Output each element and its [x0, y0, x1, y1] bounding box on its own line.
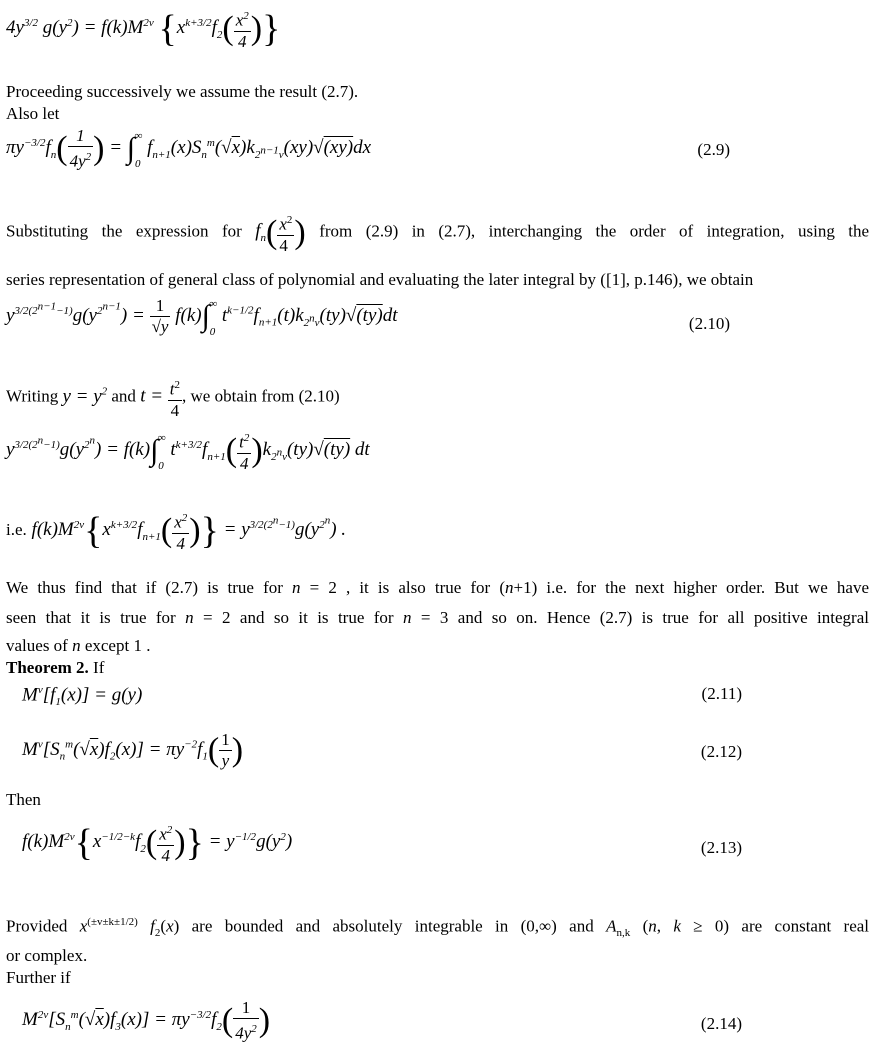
text-line: We thus find that if (2.7) is true for n = 2 , it is also true for (n+1) i.e. for the next higher order. But we have	[6, 578, 869, 597]
text-line: values of n except 1 .	[6, 636, 151, 655]
equation-top: $4y^{3/2}$ $g(y^2) = f(k)M^{2v}$ {$x^{k+3/2}f_2$( $\frac{x^2}{4}$ )}	[6, 7, 281, 51]
equation-2-14: $M^{2v}[S_n^m(√x)f_3(x)] = \pi y^{-3/2}f_2$( $\frac{1}{4y^2}$ ) (2.14)	[22, 998, 742, 1043]
equation-2-12: $M^v[S_n^m(√x)f_2(x)] = \pi y^{-2}f_1$( $\frac{1}{y}$ ) (2.12)	[22, 730, 742, 770]
equation-2-13: $f(k)M^{2v}\{x^{-1/2-k}f_2$( $\frac{x^2}{4}$ )} = $y^{-1/2}g(y^2)$ (2.13)	[22, 821, 742, 865]
text-line: Provided $x^{(\pm v\pm k\pm 1/2)}$ $f_2(x)$ are bounded and absolutely integrable in (0,∞) and $A_{n,k}$ (n, k ≥ 0) are constant real	[6, 916, 870, 940]
equation-number: (2.9)	[697, 140, 730, 159]
equation-2-10: $y^{3/2(2^{n-1}-1)}g(y^{2^{n-1}})$ = $\frac{1}{√y}$ $f(k)\int_0^\infty$ $t^{k-1/2}f_{n+1}(t)k_{2^nv}(ty)√(ty)dt$ (2.10)	[6, 296, 730, 338]
equation-number: (2.12)	[700, 742, 742, 761]
text-line: series representation of general class of polynomial and evaluating the later integral by ([1], p.146), we obtain	[6, 270, 754, 289]
text-line: Then	[6, 790, 41, 809]
text-line: Writing $y = y^2$ and t = $\frac{t^2}{4}$ , we obtain from (2.10)	[6, 375, 869, 421]
text-line: Proceeding successively we assume the result (2.7).	[6, 82, 359, 101]
text-line: Also let	[6, 104, 60, 123]
text-line: or complex.	[6, 946, 88, 965]
equation-ie: i.e. $f(k)M^{2v}\{x^{k+3/2}f_{n+1}$( $\frac{x^2}{4}$ )} = $y^{3/2(2^n-1)}g(y^{2^n})$ .	[6, 509, 347, 553]
text-line: Further if	[6, 968, 71, 987]
theorem-heading: Theorem 2. If	[6, 658, 105, 677]
equation-number: (2.14)	[700, 1014, 742, 1033]
equation-number: (2.10)	[688, 314, 730, 333]
text-line: Substituting the expression for $f_n$( $\frac{x^2}{4}$ ) from (2.9) in (2.7), interchanging the order of integration, using the	[6, 210, 869, 256]
text-line: seen that it is true for n = 2 and so it is true for n = 3 and so on. Hence (2.7) is true for all positive integral	[6, 608, 869, 627]
equation-2-11: $M^v[f_1(x)] = g(y)$ (2.11)	[22, 684, 742, 709]
equation-intermediate: $y^{3/2(2^n-1)}g(y^{2^n}) = f(k)\int_0^\infty$ $t^{k+3/2}f_{n+1}$( $\frac{t^2}{4}$ )$k_{2^nv}(ty)√(ty)$ dt	[6, 428, 370, 474]
equation-2-9: $\pi y^{-3/2}f_n$( $\frac{1}{4y^2}$ ) = $\int_0^\infty$ $f_{n+1}(x)S_n^m(√x)k_{2^{n-1}v}(xy)√(xy)dx$ (2.9)	[6, 126, 730, 171]
equation-number: (2.11)	[701, 684, 742, 703]
equation-number: (2.13)	[700, 838, 742, 857]
